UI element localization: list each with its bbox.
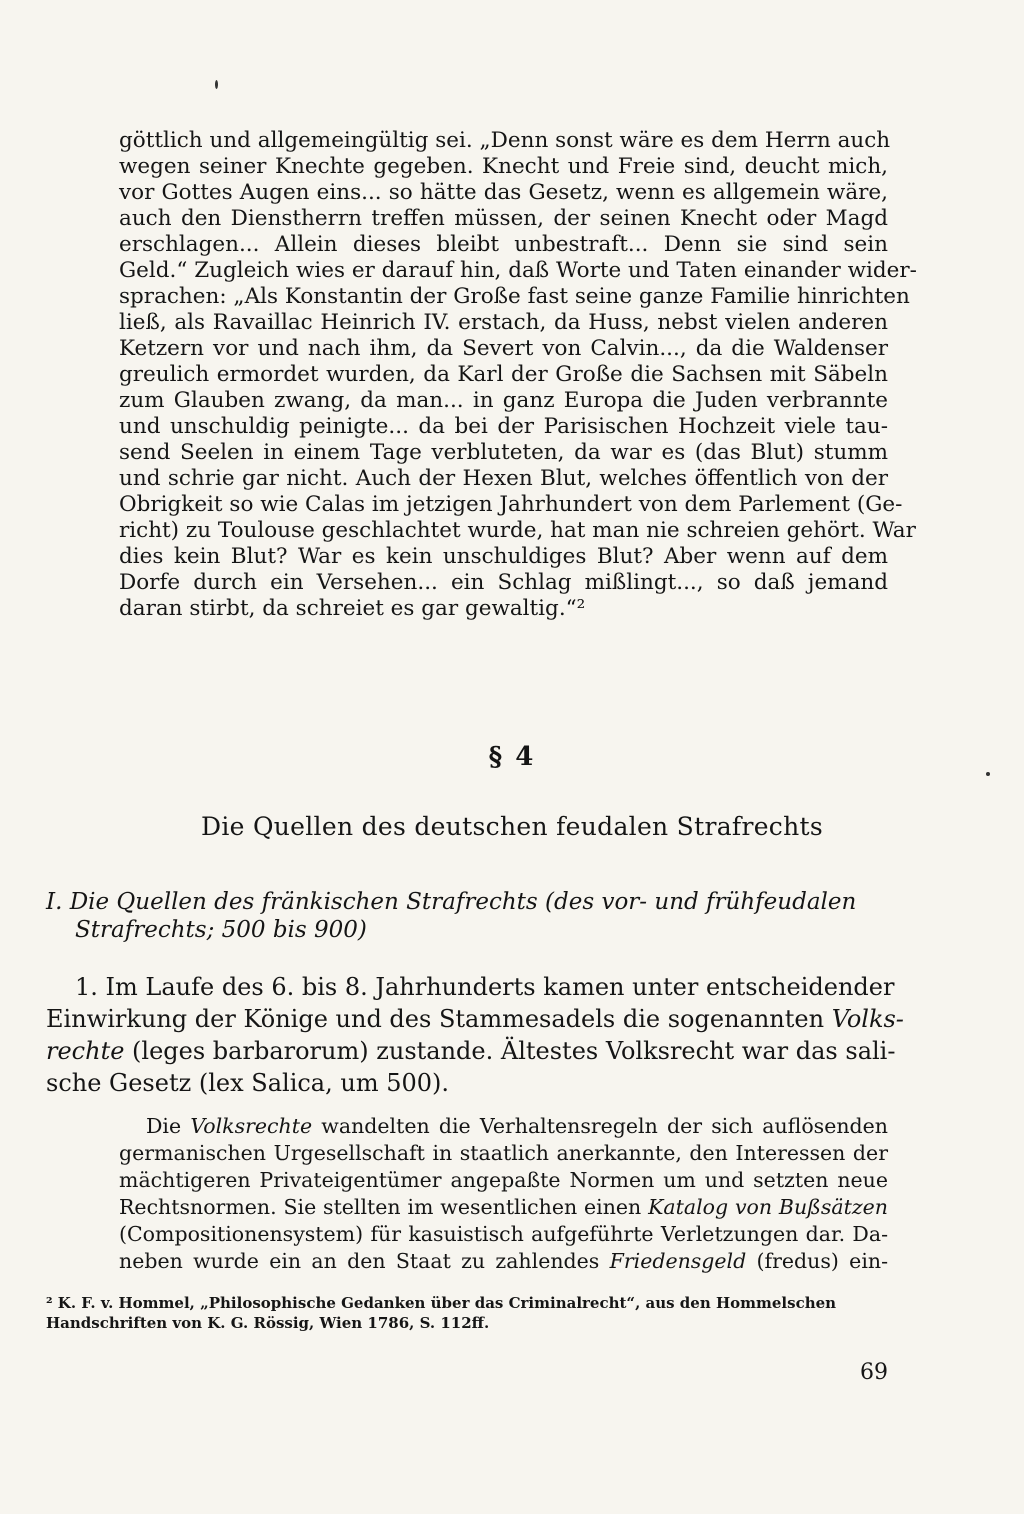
quote-line: daran stirbt, da schreiet es gar gewaltig.“² [119,596,586,621]
quote-line: richt) zu Toulouse geschlachtet wurde, hat man nie schreien gehört. War [119,518,916,543]
print-speck [986,772,990,776]
quote-line: göttlich und allgemeingültig sei. „Denn sonst wäre es dem Herrn auch [119,128,891,153]
quote-line: erschlagen... Allein dieses bleibt unbestraft... Denn sie sind sein [119,232,888,257]
text-run: wandelten die Verhaltensregeln der sich auflösenden [312,1114,888,1138]
subheading-line: I. Die Quellen des fränkischen Strafrechts (des vor- und frühfeudalen [46,889,857,915]
quote-line: zum Glauben zwang, da man... in ganz Europa die Juden verbrannte [119,388,888,413]
chapter-title: Die Quellen des deutschen feudalen Strafrechts [200,812,823,841]
emphasis-volksrechte: rechte [46,1037,125,1065]
body-line [46,1036,896,1066]
small-line [146,1114,888,1139]
page-number: 69 [860,1360,888,1385]
quote-line: Dorfe durch ein Versehen... ein Schlag mißlingt..., so daß jemand [119,570,888,595]
text-run: neben wurde ein an den Staat zu zahlendes [119,1249,610,1273]
text-run: Die [146,1114,191,1138]
small-line: germanischen Urgesellschaft in staatlich anerkannte, den Interessen der [119,1141,888,1165]
emphasis-friedensgeld: Friedensgeld [609,1249,747,1273]
print-speck [215,80,218,89]
quote-line: Geld.“ Zugleich wies er darauf hin, daß Worte und Taten einander wider- [119,258,917,283]
body-line: 1. Im Laufe des 6. bis 8. Jahrhunderts kamen unter entscheidender [75,973,895,1001]
footnote-line: ² K. F. v. Hommel, „Philosophische Gedanken über das Criminalrecht“, aus den Hommelschen [46,1294,837,1312]
quote-line: auch den Dienstherrn treffen müssen, der seinen Knecht oder Magd [119,206,888,231]
quote-line: ließ, als Ravaillac Heinrich IV. erstach, da Huss, nebst vielen anderen [119,310,888,335]
quote-line: sprachen: „Als Konstantin der Große fast seine ganze Familie hinrichten [119,284,910,309]
quote-line: dies kein Blut? War es kein unschuldiges Blut? Aber wenn auf dem [119,544,888,569]
text-run: Einwirkung der Könige und des Stammesadels die sogenannten [46,1005,832,1033]
text-run: (fredus) ein- [746,1249,889,1273]
emphasis-volksrechte: Volks- [831,1005,904,1033]
emphasis-katalog: Katalog von Bußsätzen [648,1195,888,1219]
small-line: mächtigeren Privateigentümer angepaßte Normen um und setzten neue [119,1168,888,1192]
body-line: sche Gesetz (lex Salica, um 500). [46,1069,450,1097]
quote-line: Obrigkeit so wie Calas im jetzigen Jahrhundert von dem Parlement (Ge- [119,492,903,517]
footnote-line: Handschriften von K. G. Rössig, Wien 1786, S. 112ff. [46,1314,490,1332]
quote-line: wegen seiner Knechte gegeben. Knecht und Freie sind, deucht mich, [119,154,888,179]
quote-line: Ketzern vor und nach ihm, da Severt von Calvin..., da die Waldenser [119,336,888,361]
small-line [119,1249,888,1274]
quote-line: send Seelen in einem Tage verbluteten, da war es (das Blut) stumm [119,440,888,465]
section-number: § 4 [488,742,536,772]
subheading-line: Strafrechts; 500 bis 900) [75,917,367,943]
emphasis-volksrechte: Volksrechte [190,1114,313,1138]
quote-line: und unschuldig peinigte... da bei der Parisischen Hochzeit viele tau- [119,414,888,439]
quote-line: vor Gottes Augen eins... so hätte das Gesetz, wenn es allgemein wäre, [119,180,888,205]
text-run: (leges barbarorum) zustande. Ältestes Volksrecht war das sali- [124,1037,896,1065]
small-line: (Compositionensystem) für kasuistisch aufgeführte Verletzungen dar. Da- [119,1222,888,1246]
body-line [46,1004,904,1034]
text-run: Rechtsnormen. Sie stellten im wesentlichen einen [119,1195,649,1219]
small-line [119,1195,888,1220]
quote-line: greulich ermordet wurden, da Karl der Große die Sachsen mit Säbeln [119,362,888,387]
quote-line: und schrie gar nicht. Auch der Hexen Blut, welches öffentlich von der [119,466,888,491]
